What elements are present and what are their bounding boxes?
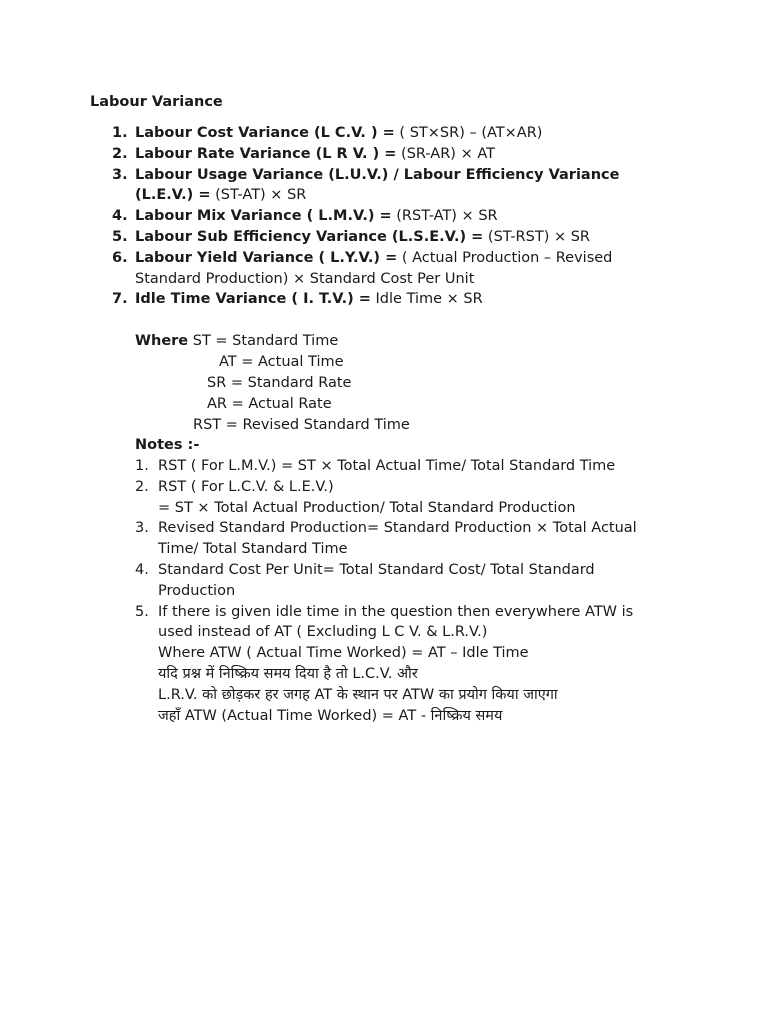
legend-rst: RST = Revised Standard Time	[193, 417, 410, 433]
formula-expression: (RST-AT) × SR	[391, 208, 498, 225]
note-item	[135, 477, 675, 519]
note-line: Time/ Total Standard Time	[158, 541, 348, 558]
formula-expression: Idle Time × SR	[370, 291, 483, 308]
formula-item	[112, 144, 672, 165]
formula-expression: (ST-AT) × SR	[210, 187, 307, 204]
formula-number: 5.	[112, 228, 128, 245]
formula-label: Labour Rate Variance (L R V. ) =	[135, 145, 397, 162]
note-number: 2.	[135, 478, 149, 495]
formula-expression: (SR-AR) × AT	[396, 145, 495, 162]
note-item	[135, 456, 675, 477]
where-label: Where	[135, 333, 189, 349]
note-line: यदि प्रश्न में निष्क्रिय समय दिया है तो L.C.V. और	[158, 665, 418, 682]
note-line: Production	[158, 582, 236, 599]
formula-item	[112, 248, 672, 290]
notes-list	[135, 456, 675, 726]
legend-st: ST = Standard Time	[188, 333, 339, 349]
formula-number: 4.	[112, 208, 128, 225]
note-line: RST ( For L.C.V. & L.E.V.)	[158, 478, 334, 495]
legend-sr: SR = Standard Rate	[207, 375, 352, 391]
note-number: 5.	[135, 603, 149, 620]
formula-label: Labour Sub Efficiency Variance (L.S.E.V.) =	[135, 228, 484, 245]
note-number: 4.	[135, 561, 149, 578]
legend-ar: AR = Actual Rate	[207, 396, 332, 412]
note-line: L.R.V. को छोड़कर हर जगह AT के स्थान पर ATW का प्रयोग किया जाएगा	[158, 686, 558, 703]
formula-number: 1.	[112, 125, 128, 141]
formula-item	[112, 289, 672, 310]
formula-item	[112, 227, 672, 248]
note-line: Standard Cost Per Unit= Total Standard Cost/ Total Standard	[158, 561, 595, 578]
formula-label: Labour Usage Variance (L.U.V.) / Labour Efficiency Variance (L.E.V.) =	[135, 166, 620, 204]
note-line: used instead of AT ( Excluding L C V. & L.R.V.)	[158, 624, 488, 641]
formula-number: 3.	[112, 166, 128, 183]
formula-item	[112, 165, 672, 207]
note-number: 3.	[135, 520, 149, 537]
formula-label: Labour Yield Variance ( L.Y.V.) =	[135, 249, 398, 266]
note-line: If there is given idle time in the question then everywhere ATW is	[158, 603, 634, 620]
legend-at: AT = Actual Time	[219, 354, 344, 370]
formula-expression: (ST-RST) × SR	[483, 228, 590, 245]
note-line: RST ( For L.M.V.) = ST × Total Actual Time/ Total Standard Time	[158, 458, 616, 474]
note-item	[135, 602, 675, 727]
formula-number: 2.	[112, 145, 128, 162]
formula-label: Idle Time Variance ( I. T.V.) =	[135, 291, 371, 308]
document-title: Labour Variance	[90, 94, 223, 110]
note-item	[135, 518, 675, 560]
formula-expression: ( ST×SR) – (AT×AR)	[394, 125, 543, 141]
note-line: Revised Standard Production= Standard Production × Total Actual	[158, 520, 637, 537]
formula-item	[112, 206, 672, 227]
note-line: जहाँ ATW (Actual Time Worked) = AT - निष्क्रिय समय	[158, 707, 503, 724]
formula-number: 7.	[112, 291, 128, 308]
note-line: = ST × Total Actual Production/ Total Standard Production	[158, 499, 576, 516]
formula-number: 6.	[112, 249, 128, 266]
note-item	[135, 560, 675, 602]
formula-label: Labour Cost Variance (L C.V. ) =	[135, 125, 395, 141]
note-line: Where ATW ( Actual Time Worked) = AT – Idle Time	[158, 645, 529, 662]
note-number: 1.	[135, 458, 149, 474]
formula-item	[112, 123, 672, 144]
notes-heading: Notes :-	[135, 437, 200, 453]
formula-expression: ( Actual Production – Revised Standard Production) × Standard Cost Per Unit	[135, 249, 613, 287]
formula-label: Labour Mix Variance ( L.M.V.) =	[135, 208, 392, 225]
formula-list	[112, 123, 672, 310]
